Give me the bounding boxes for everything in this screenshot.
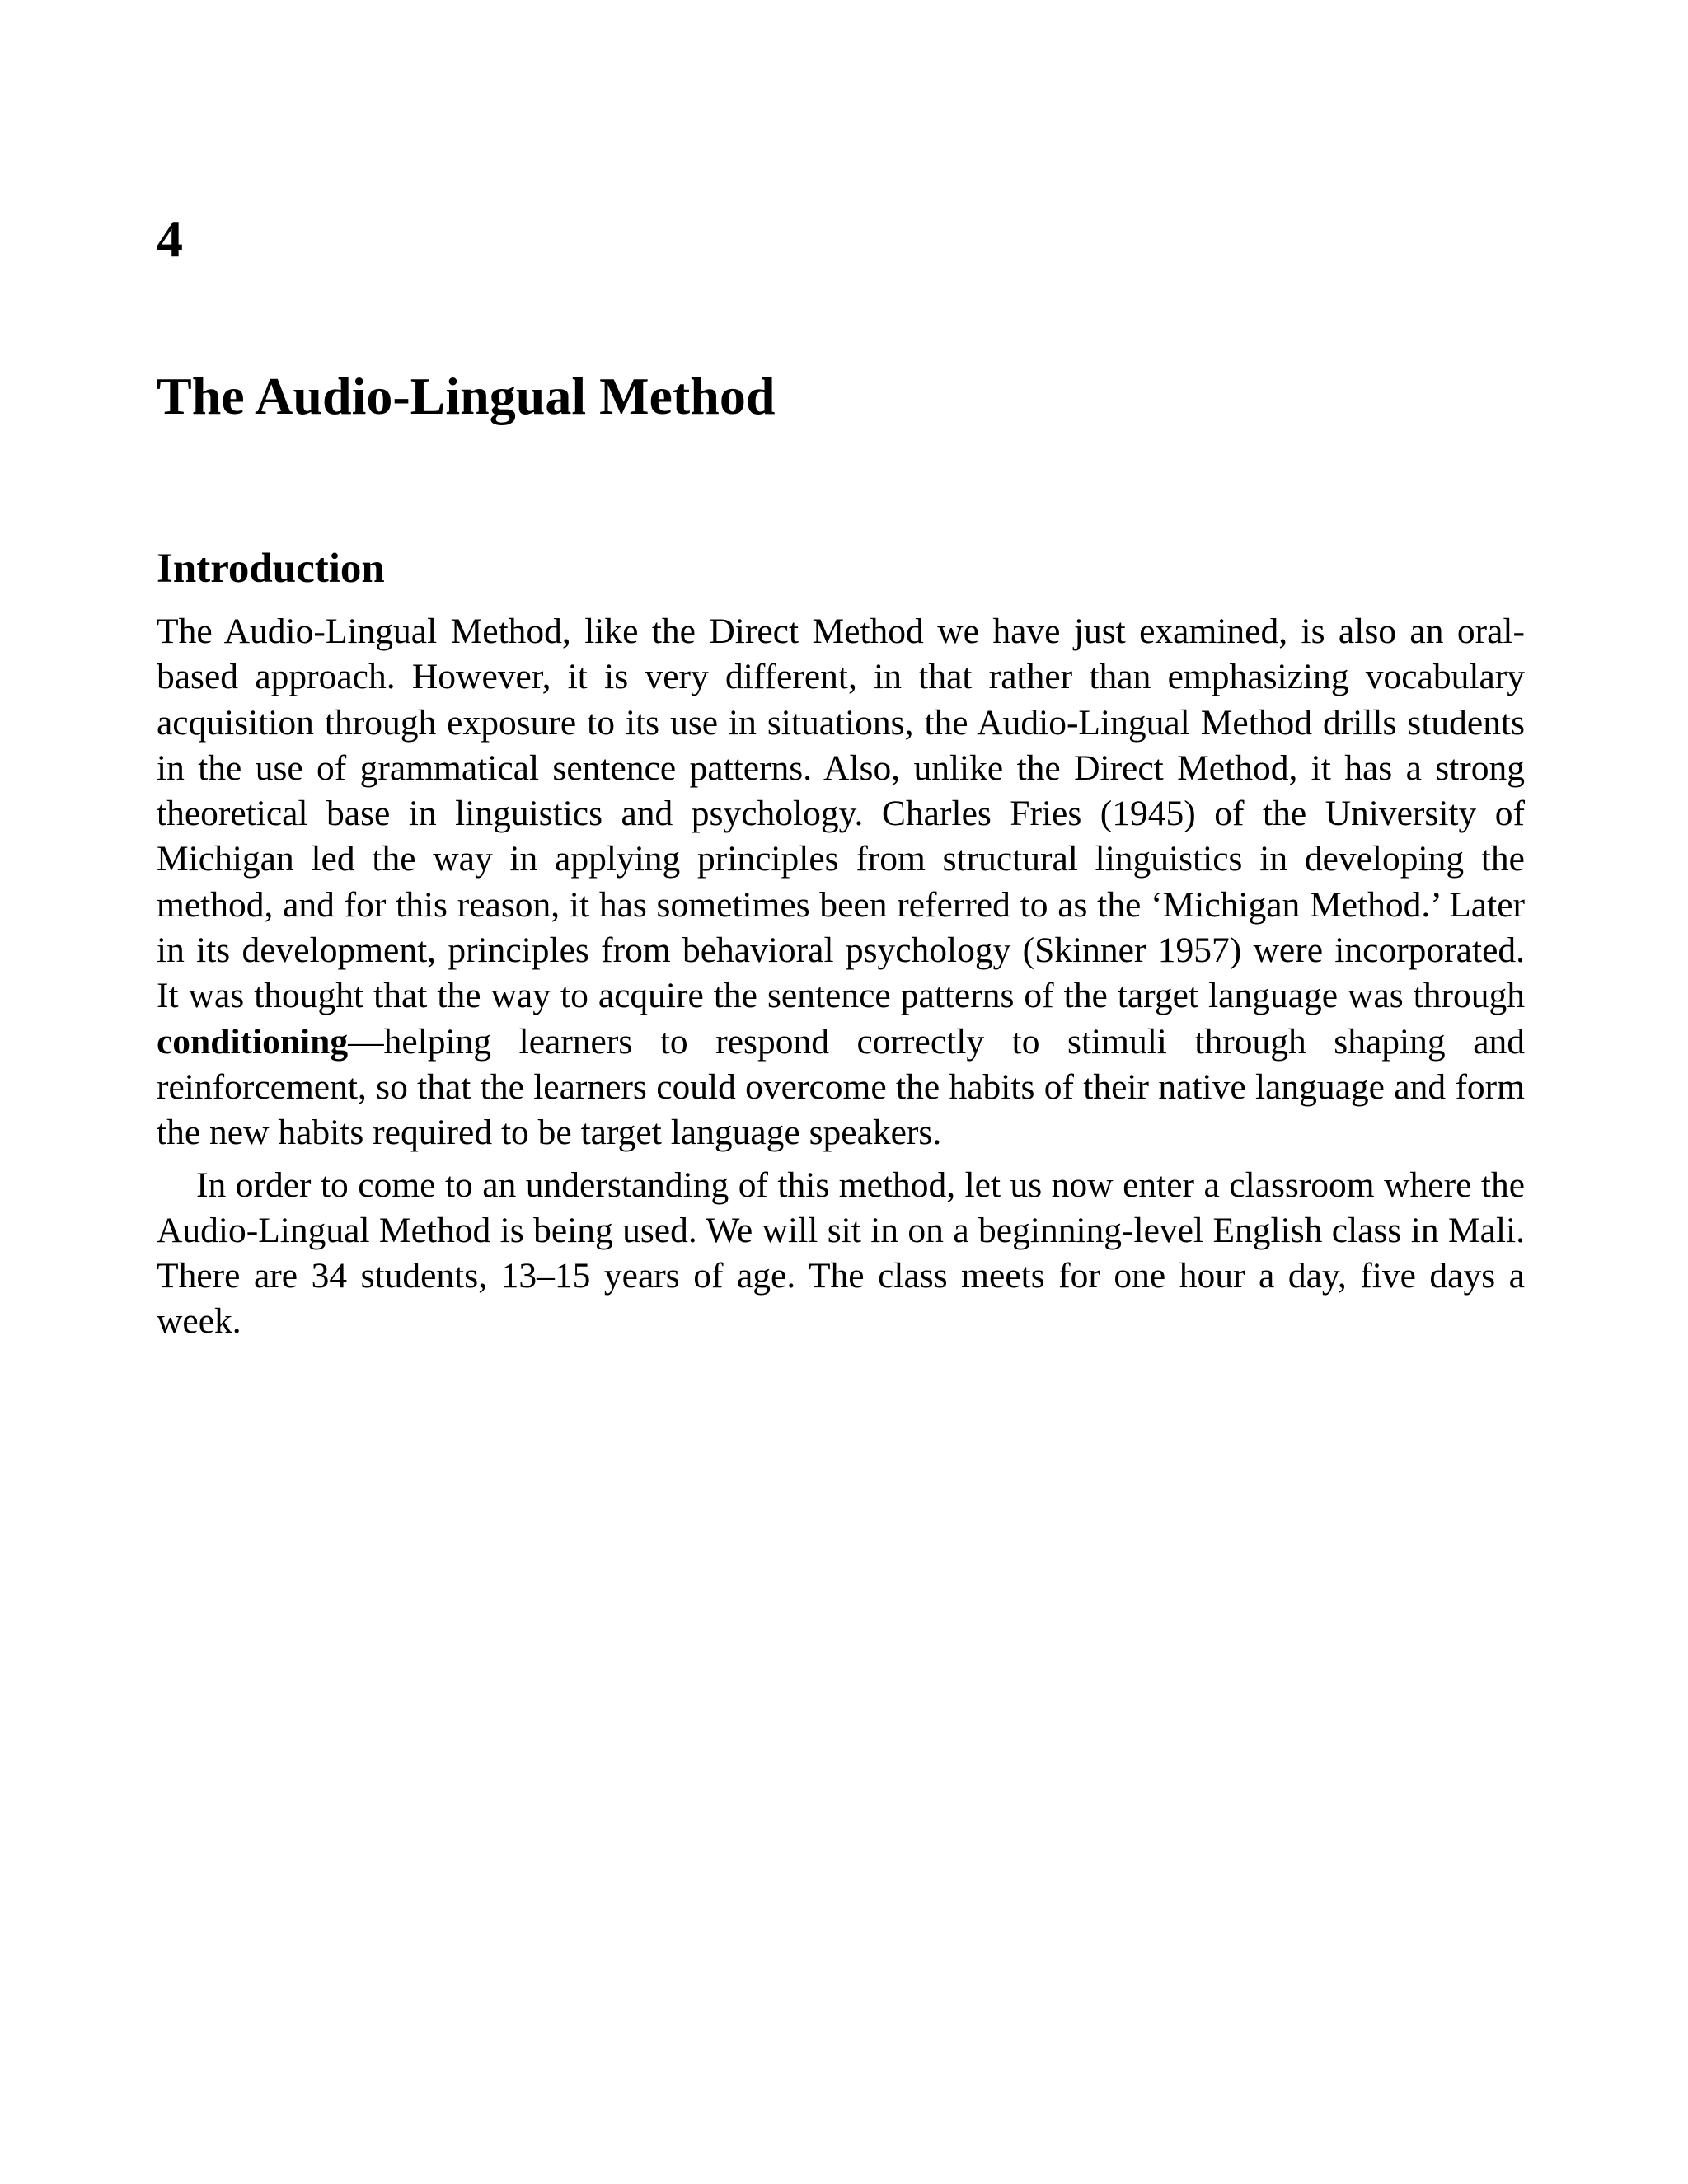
section-heading: Introduction [157,546,385,592]
key-term-conditioning: conditioning [157,1021,349,1062]
paragraph-2: In order to come to an understanding of this method, let us now enter a classroom where the Audio-Lingual Method is being used. We will sit in on a beginning-level English class in Mali. There are 34 students, 13–15 years of age. The class meets for one hour a day, five days a week. [157,1165,1525,1342]
chapter-title: The Audio-Lingual Method [157,367,776,425]
paragraph-1 [157,609,1525,1156]
chapter-number: 4 [157,209,183,268]
body-text [157,609,1525,1345]
paragraph-1-text-before: The Audio-Lingual Method, like the Direct Method we have just examined, is also an oral-based approach. However, it is very different, in that rather than emphasizing vocabulary acquisition through exposure to its use in situations, the Audio-Lingual Method drills students in the use of grammatical sentence patterns. Also, unlike the Direct Method, it has a strong theoretical base in linguistics and psychology. Charles Fries (1945) of the University of Michigan led the way in applying principles from structural linguistics in developing the method, and for this reason, it has sometimes been referred to as the ‘Michigan Method.’ Later in its development, principles from behavioral psychology (Skinner 1957) were incorporated. It was thought that the way to acquire the sentence patterns of the target language was through [157,612,1525,1016]
paragraph-1-text-after: —helping learners to respond correctly to stimuli through shaping and reinforcement, so that the learners could overcome the habits of their native language and form the new habits required to be target language speakers. [157,1021,1525,1153]
